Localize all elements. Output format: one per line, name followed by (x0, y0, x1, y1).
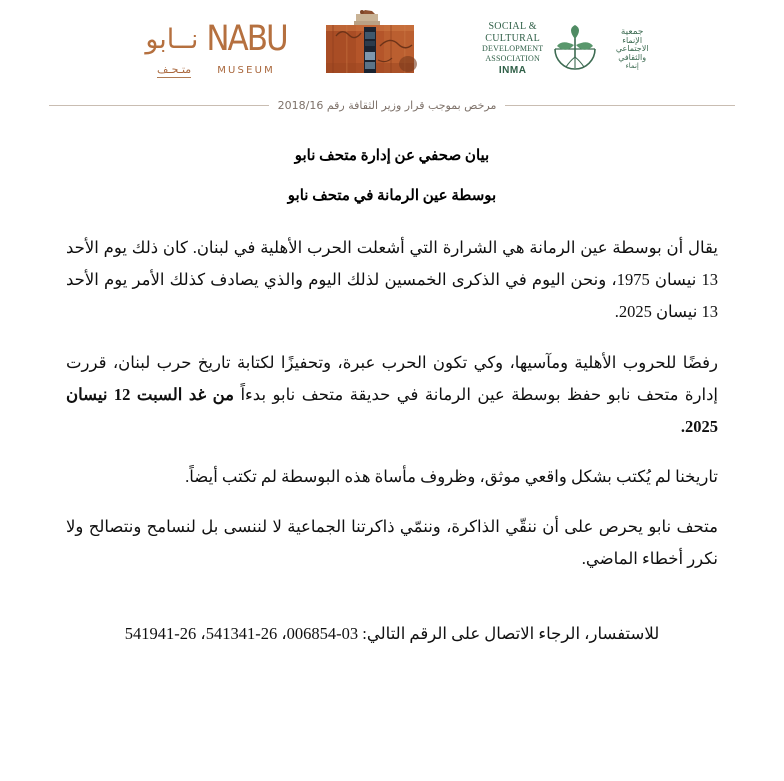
rule-left (505, 105, 735, 106)
page-subtitle: بوسطة عين الرمانة في متحف نابو (287, 187, 497, 204)
paragraph-4: متحف نابو يحرص على أن ننقّي الذاكرة، وننمّي ذاكرتنا الجماعية لا لننسى بل لنسامح ونتصالح ولا نكرر أخطاء الماضي. (66, 517, 718, 569)
inma-ar-line-5: إنماء (625, 62, 639, 71)
inma-association-logo (482, 18, 657, 80)
inma-arabic-name (607, 28, 657, 71)
page-title: بيان صحفي عن إدارة متحف نابو (294, 148, 490, 164)
inma-ar-line-4: والثقافي (618, 52, 647, 62)
nabu-museum-latin-label: MUSEUM (217, 65, 275, 76)
nabu-museum-logo (126, 18, 306, 84)
contact-line: للاستفسار، الرجاء الاتصال على الرقم التالي: 03-006854، 26-541341، 26-541941 (124, 623, 660, 643)
document-body (66, 232, 718, 650)
inma-en-line-4: ASSOCIATION (485, 53, 540, 63)
press-release-document (0, 118, 784, 650)
museum-artwork-image (318, 8, 422, 80)
nabu-sublabel-row (126, 63, 306, 78)
nabu-latin-mark: NABU (206, 18, 287, 59)
license-banner (0, 92, 784, 118)
nabu-arabic-mark: نــابو (145, 23, 199, 55)
document-titles (0, 148, 784, 204)
bold-run: من غد السبت 12 نيسان 2025. (66, 384, 718, 436)
sprout-in-circle-icon (549, 23, 601, 75)
inma-ar-line-1: جمعية (620, 26, 644, 37)
inma-en-line-1: SOCIAL & (488, 20, 537, 32)
nabu-wordmark (126, 18, 306, 59)
paragraph-3: تاريخنا لم يُكتب بشكل واقعي موثق، وظروف مأساة هذه البوسطة لم تكتب أيضاً. (185, 467, 718, 487)
inma-ar-line-2: الإنماء (622, 35, 643, 45)
rule-right (49, 105, 269, 106)
inma-en-line-3: DEVELOPMENT (482, 44, 544, 54)
nabu-museum-arabic-label: متـحـف (157, 63, 192, 76)
license-text: مرخص بموجب قرار وزير الثقافة رقم 2018/16 (277, 98, 497, 112)
paragraph-2: رفضًا للحروب الأهلية ومآسيها، وكي تكون الحرب عبرة، وتحفيزًا لكتابة تاريخ حرب لبنان، قررت إدارة متحف نابو حفظ بوسطة عين الرمانة في حديقة متحف نابو بدءاً من غد السبت 12 نيسان 2025. (66, 352, 719, 436)
inma-en-line-5: INMA (498, 65, 527, 77)
artwork-svg (318, 8, 422, 80)
inma-en-line-2: CULTURAL (485, 32, 541, 44)
paragraph-1: يقال أن بوسطة عين الرمانة هي الشرارة التي أشعلت الحرب الأهلية في لبنان. كان ذلك يوم الأحد 13 نيسان 1975، ونحن اليوم في الذكرى الخمسين لذلك اليوم والذي يصادف كذلك الأمر يوم الأحد 13 نيسان 2025. (66, 238, 719, 322)
inma-english-name (482, 21, 543, 77)
page-header (0, 0, 784, 92)
inma-ar-line-3: الاجتماعي (615, 44, 649, 54)
